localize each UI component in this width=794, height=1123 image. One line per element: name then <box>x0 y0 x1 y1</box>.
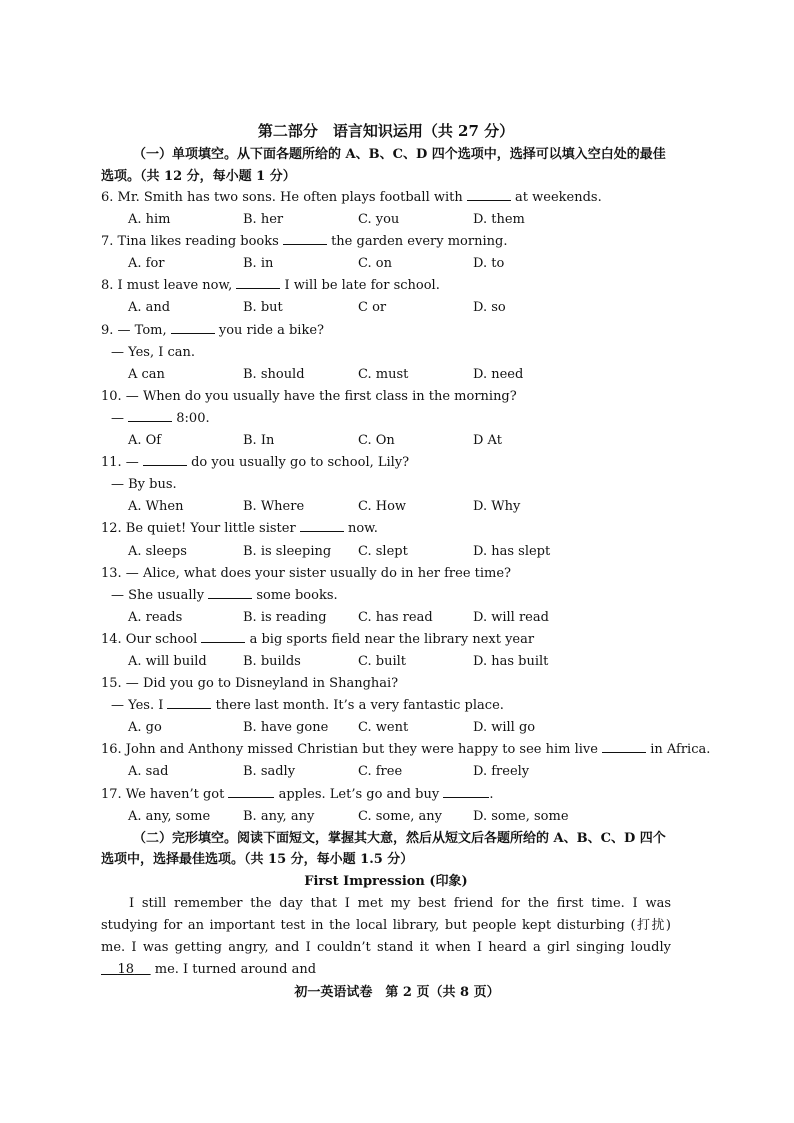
question-text: 17. We haven’t got <box>101 786 229 802</box>
option-a: A. When <box>128 499 184 515</box>
question-text: I will be late for school. <box>280 278 440 294</box>
reply-text: — Yes. I <box>111 698 168 714</box>
question-text: 8. I must leave now, <box>101 278 237 294</box>
option-c: C. on <box>358 256 392 272</box>
option-a: A. Of <box>128 433 162 449</box>
option-b: B. any, any <box>243 808 315 824</box>
question-text: now. <box>343 521 378 537</box>
option-c: C or <box>358 300 387 316</box>
option-a: A. for <box>128 256 165 272</box>
question-13: 13. — Alice, what does your sister usually do in her free time? <box>101 565 512 581</box>
option-c: C. built <box>358 653 406 669</box>
option-b: B. her <box>243 212 284 228</box>
option-a: A. reads <box>128 609 183 625</box>
reply-text: there last month. It’s a very fantastic place. <box>211 698 504 714</box>
passage-part: I still remember the day that I met my best friend for the first time. I was studying for an important test in the local library, but people kept disturbing (打扰) me. I was getting angry, and I couldn’t stand it when I heard a girl singing loudly <box>101 895 671 955</box>
question-9 <box>101 320 671 342</box>
question-text: apples. Let’s go and buy <box>274 786 444 802</box>
section-1-intro: （一）单项填空。从下面各题所给的 A、B、C、D 四个选项中，选择可以填入空白处的最佳选项。（共 12 分，每小题 1 分） <box>101 147 666 184</box>
options-14 <box>101 651 671 673</box>
option-b: B. have gone <box>243 720 329 736</box>
option-a: A. any, some <box>128 808 211 824</box>
option-c: C. How <box>358 499 407 515</box>
option-d: D. will read <box>473 609 549 625</box>
option-b: B. Where <box>243 499 305 515</box>
option-c: C. free <box>358 764 403 780</box>
option-d: D. need <box>473 366 524 382</box>
reply-13 <box>101 585 671 607</box>
question-17 <box>101 784 671 806</box>
answer-blank <box>167 695 211 709</box>
answer-blank <box>228 784 274 798</box>
option-b: B. builds <box>243 653 301 669</box>
option-b: B. should <box>243 366 305 382</box>
option-d: D. some, some <box>473 808 569 824</box>
reply-10 <box>101 408 671 430</box>
answer-blank <box>208 585 252 599</box>
question-12 <box>101 518 671 540</box>
option-d: D. freely <box>473 764 530 780</box>
options-12 <box>101 541 671 563</box>
option-c: C. you <box>358 212 400 228</box>
option-d: D. has built <box>473 653 549 669</box>
reply-11: — By bus. <box>111 477 177 493</box>
answer-blank <box>201 629 245 643</box>
options-16 <box>101 761 671 783</box>
question-15: 15. — Did you go to Disneyland in Shanghai? <box>101 676 399 692</box>
question-text: do you usually go to school, Lily? <box>186 455 410 471</box>
options-9 <box>101 364 671 386</box>
page-content <box>101 120 711 981</box>
question-10: 10. — When do you usually have the first class in the morning? <box>101 388 517 404</box>
question-7 <box>101 231 671 253</box>
option-b: B. In <box>243 433 275 449</box>
option-c: C. went <box>358 720 409 736</box>
answer-blank <box>283 231 327 245</box>
reply-text: 8:00. <box>172 410 210 426</box>
question-text: 7. Tina likes reading books <box>101 234 283 250</box>
question-text: you ride a bike? <box>214 322 324 338</box>
option-d: D. them <box>473 212 525 228</box>
question-text: a big sports field near the library next year <box>245 631 535 647</box>
question-8 <box>101 275 671 297</box>
answer-blank <box>443 784 489 798</box>
option-d: D. will go <box>473 720 536 736</box>
option-d: D At <box>473 433 502 449</box>
question-text: the garden every morning. <box>326 234 508 250</box>
cloze-blank-number: 18 <box>117 962 135 978</box>
question-text: 16. John and Anthony missed Christian but they were happy to see him live <box>101 742 603 758</box>
question-text: 6. Mr. Smith has two sons. He often plays football with <box>101 190 467 205</box>
question-16 <box>101 739 711 761</box>
reply-text: — <box>111 410 129 426</box>
question-11 <box>101 452 671 474</box>
option-a: A. sad <box>128 764 169 780</box>
question-text: 11. — <box>101 455 143 471</box>
options-15 <box>101 717 671 739</box>
option-b: B. sadly <box>243 764 296 780</box>
option-d: D. to <box>473 256 505 272</box>
answer-blank <box>300 518 344 532</box>
option-a: A. him <box>128 212 171 228</box>
answer-blank <box>143 452 187 466</box>
option-c: C. slept <box>358 543 408 559</box>
options-10 <box>101 430 671 452</box>
option-c: C. some, any <box>358 808 442 824</box>
question-text: . <box>489 786 494 802</box>
answer-blank <box>467 187 511 201</box>
passage-part: me. I turned around and <box>150 962 317 978</box>
question-6 <box>101 187 671 209</box>
page-footer: 初一英语试卷 第 2 页（共 8 页） <box>294 985 500 1000</box>
answer-blank <box>236 275 280 289</box>
cloze-blank-18 <box>101 962 151 977</box>
options-8 <box>101 297 671 319</box>
answer-blank <box>171 320 215 334</box>
answer-blank <box>128 408 172 422</box>
option-a: A. sleeps <box>128 543 187 559</box>
option-b: B. in <box>243 256 274 272</box>
part-title: 第二部分 语言知识运用（共 27 分） <box>257 122 515 140</box>
passage-title: First Impression (印象) <box>304 873 468 889</box>
reply-9: — Yes, I can. <box>111 344 196 360</box>
option-d: D. so <box>473 300 506 316</box>
question-text: 12. Be quiet! Your little sister <box>101 521 300 537</box>
question-text: 9. — Tom, <box>101 322 171 338</box>
option-c: C. must <box>358 366 409 382</box>
reply-15 <box>101 695 671 717</box>
section-2-intro: （二）完形填空。阅读下面短文，掌握其大意，然后从短文后各题所给的 A、B、C、D 四个选项中，选择最佳选项。（共 15 分，每小题 1.5 分） <box>101 830 666 868</box>
option-a: A. will build <box>128 653 207 669</box>
reply-text: some books. <box>252 587 338 603</box>
option-a: A can <box>128 366 165 382</box>
reply-text: — She usually <box>111 587 209 603</box>
option-b: B. but <box>243 300 283 316</box>
passage-text <box>101 893 671 981</box>
options-11 <box>101 496 671 518</box>
option-d: D. Why <box>473 499 521 515</box>
question-text: 14. Our school <box>101 631 202 647</box>
options-13 <box>101 607 671 629</box>
option-c: C. On <box>358 433 395 449</box>
options-7 <box>101 253 671 275</box>
question-14 <box>101 629 671 651</box>
option-a: A. go <box>128 720 162 736</box>
options-6 <box>101 209 671 231</box>
question-text: in Africa. <box>646 742 711 758</box>
option-a: A. and <box>128 300 171 316</box>
option-b: B. is reading <box>243 609 327 625</box>
question-text: at weekends. <box>510 190 602 205</box>
answer-blank <box>602 739 646 753</box>
option-d: D. has slept <box>473 543 551 559</box>
options-17 <box>101 806 671 828</box>
option-c: C. has read <box>358 609 433 625</box>
option-b: B. is sleeping <box>243 543 332 559</box>
